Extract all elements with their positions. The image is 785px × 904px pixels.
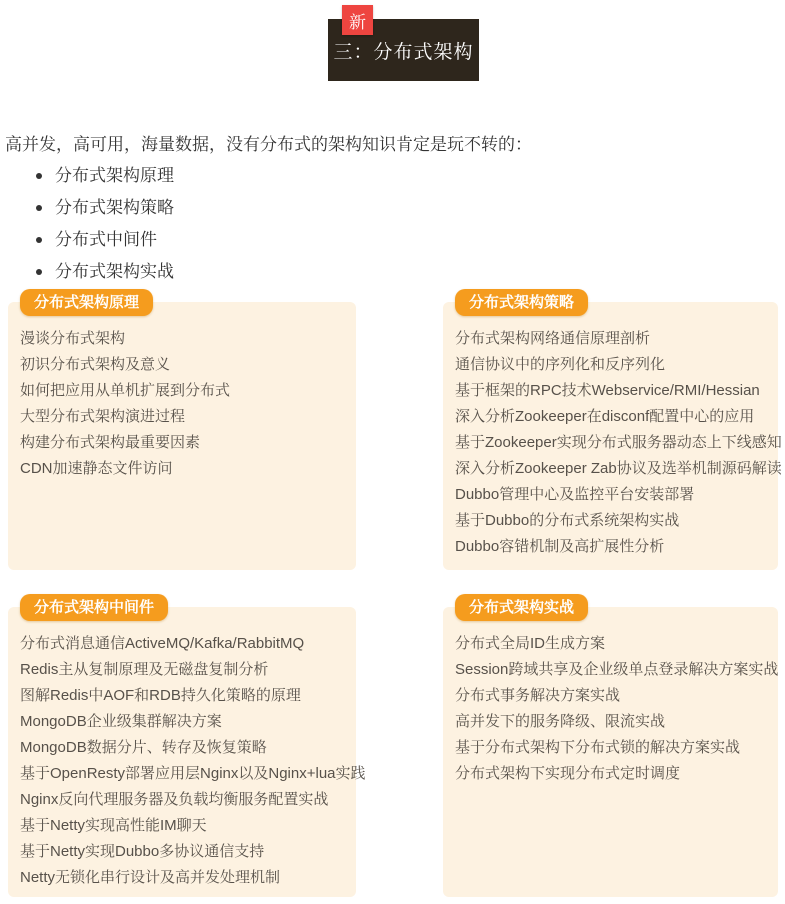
list-item: 基于Zookeeper实现分布式服务器动态上下线感知	[455, 434, 782, 451]
bullet-dot	[36, 237, 42, 243]
list-item: Session跨域共享及企业级单点登录解决方案实战	[455, 661, 779, 678]
list-item: 大型分布式架构演进过程	[20, 408, 186, 425]
bullet-label: 分布式架构策略	[55, 198, 174, 217]
panel-title-badge: 分布式架构原理	[20, 289, 153, 316]
panel-title-badge: 分布式架构实战	[455, 594, 588, 621]
list-item	[36, 192, 174, 224]
intro-text: 高并发，高可用，海量数据，没有分布式的架构知识肯定是玩不转的：	[5, 135, 532, 154]
bullet-dot	[36, 173, 42, 179]
bullet-dot	[36, 205, 42, 211]
list-item: 初识分布式架构及意义	[20, 356, 171, 373]
list-item: 分布式事务解决方案实战	[455, 687, 621, 704]
list-item: 构建分布式架构最重要因素	[20, 434, 201, 451]
list-item: 基于分布式架构下分布式锁的解决方案实战	[455, 739, 741, 756]
bullet-label: 分布式中间件	[55, 230, 157, 249]
list-item: 基于Netty实现高性能IM聊天	[20, 817, 207, 834]
list-item: 基于Netty实现Dubbo多协议通信支持	[20, 843, 265, 860]
panel-practice	[443, 599, 779, 897]
list-item: 图解Redis中AOF和RDB持久化策略的原理	[20, 687, 301, 704]
panel-item-list	[443, 607, 778, 787]
bullet-label: 分布式架构原理	[55, 166, 174, 185]
panel-title-badge: 分布式架构策略	[455, 289, 588, 316]
list-item: 分布式架构下实现分布式定时调度	[455, 765, 681, 782]
list-item: 深入分析Zookeeper在disconf配置中心的应用	[455, 408, 755, 425]
panel-title-badge: 分布式架构中间件	[20, 594, 168, 621]
intro-bullet-list	[36, 160, 174, 288]
list-item	[36, 256, 174, 288]
panel-strategies	[443, 294, 782, 570]
list-item: Nginx反向代理服务器及负载均衡服务配置实战	[20, 791, 329, 808]
panel-middleware	[8, 599, 366, 897]
panel-item-list	[443, 302, 782, 560]
list-item: 如何把应用从单机扩展到分布式	[20, 382, 231, 399]
list-item: 深入分析Zookeeper Zab协议及选举机制源码解读	[455, 460, 782, 477]
list-item: 通信协议中的序列化和反序列化	[455, 356, 666, 373]
panel-item-list	[8, 607, 366, 891]
list-item: MongoDB数据分片、转存及恢复策略	[20, 739, 267, 756]
list-item: Netty无锁化串行设计及高并发处理机制	[20, 869, 281, 886]
bullet-dot	[36, 269, 42, 275]
list-item: 基于OpenResty部署应用层Nginx以及Nginx+lua实践	[20, 765, 366, 782]
list-item: 高并发下的服务降级、限流实战	[455, 713, 666, 730]
panel-item-list	[8, 302, 356, 482]
list-item: 分布式全局ID生成方案	[455, 635, 606, 652]
list-item	[36, 224, 174, 256]
list-item: 漫谈分布式架构	[20, 330, 126, 347]
bullet-label: 分布式架构实战	[55, 262, 174, 281]
new-badge: 新	[342, 5, 373, 35]
list-item: Dubbo管理中心及监控平台安装部署	[455, 486, 695, 503]
list-item: Dubbo容错机制及高扩展性分析	[455, 538, 665, 555]
panel-principles	[8, 294, 356, 570]
list-item: MongoDB企业级集群解决方案	[20, 713, 222, 730]
list-item: CDN加速静态文件访问	[20, 460, 173, 477]
list-item	[36, 160, 174, 192]
section-title: 三：分布式架构	[328, 19, 479, 81]
list-item: 基于框架的RPC技术Webservice/RMI/Hessian	[455, 382, 760, 399]
list-item: Redis主从复制原理及无磁盘复制分析	[20, 661, 269, 678]
list-item: 分布式消息通信ActiveMQ/Kafka/RabbitMQ	[20, 635, 305, 652]
list-item: 分布式架构网络通信原理剖析	[455, 330, 651, 347]
list-item: 基于Dubbo的分布式系统架构实战	[455, 512, 680, 529]
